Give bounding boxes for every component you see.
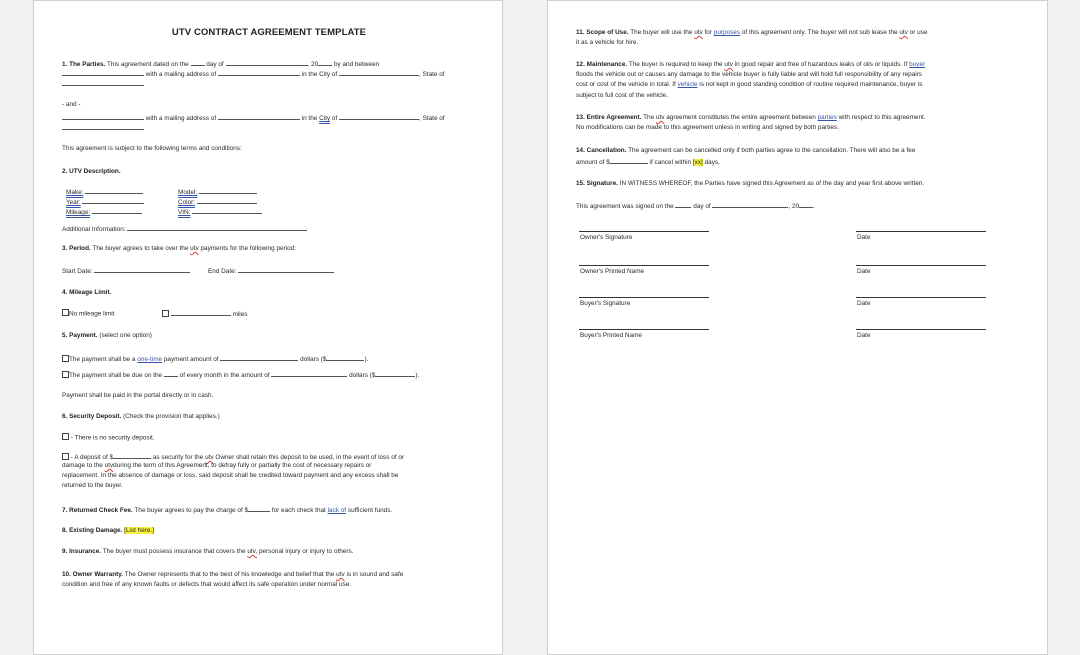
blank-field[interactable]	[113, 452, 151, 459]
owner-printed-name-line[interactable]	[579, 265, 709, 266]
body-text: This agreement was signed on the	[576, 203, 674, 210]
checkbox[interactable]	[62, 355, 69, 362]
body-text: amount of $	[576, 159, 610, 166]
checkbox[interactable]	[62, 371, 69, 378]
buyer-printed-name-label: Buyer's Printed Name	[580, 332, 642, 339]
body-text: The buyer agrees to take over the	[92, 245, 189, 252]
parties-text: in the City of	[301, 71, 338, 78]
heading-text: 4. Mileage Limit.	[62, 289, 112, 296]
parties-text: with a mailing address of	[145, 71, 217, 78]
blank-field[interactable]	[238, 266, 334, 273]
parties-text: , 20	[307, 61, 319, 68]
heading-text: 10. Owner Warranty.	[62, 571, 124, 578]
blank-field[interactable]	[220, 354, 298, 361]
blank-field[interactable]	[339, 113, 419, 120]
parties-text: day of	[206, 61, 224, 68]
body-text: cost or cost of the vehicle in total. If	[576, 81, 676, 88]
heading-text: 14. Cancellation.	[576, 147, 627, 154]
maintenance-line4: subject to full cost of the vehicle.	[576, 92, 669, 99]
heading-text: 6. Security Deposit.	[62, 413, 122, 420]
blank-field[interactable]	[85, 187, 143, 194]
signed-date-line: This agreement was signed on the day of , 20 .	[576, 203, 815, 210]
document-title: UTV CONTRACT AGREEMENT TEMPLATE	[171, 27, 367, 38]
body-text: utv	[336, 571, 345, 578]
blank-field[interactable]	[271, 370, 347, 377]
body-text: utv	[190, 245, 199, 252]
field-label: Additional Information:	[62, 226, 126, 233]
option-label: miles	[232, 311, 248, 318]
payment-option-one-time[interactable]	[62, 354, 368, 364]
vin-field[interactable]	[178, 207, 262, 217]
body-text: The Owner represents that to the best of his knowledge and belief that the	[124, 571, 335, 578]
end-date-field[interactable]	[208, 266, 334, 276]
signature-section	[576, 180, 924, 188]
mileage-limit-option[interactable]	[162, 309, 247, 319]
parties-heading: 1. The Parties.	[62, 61, 106, 68]
blank-field[interactable]	[171, 309, 231, 316]
body-text: with respect to this agreement.	[838, 114, 926, 121]
parties-text: by and between	[333, 61, 380, 68]
section-parties-line5	[62, 123, 144, 133]
blank-field[interactable]	[62, 69, 144, 76]
parties-and: - and -	[62, 101, 81, 108]
body-text: lack of	[327, 507, 347, 514]
blank-field[interactable]	[799, 201, 813, 208]
owner-warranty-section	[62, 571, 403, 579]
field-label: Start Date:	[62, 268, 93, 275]
body-text: if cancel within	[649, 159, 692, 166]
body-text: for	[704, 29, 712, 36]
heading-text: 15. Signature.	[576, 180, 618, 187]
option-text: Owner shall retain this deposit to be used, in the event of loss of or	[215, 454, 405, 461]
buyer-signature-label: Buyer's Signature	[580, 300, 631, 307]
option-text: ).	[415, 372, 420, 379]
blank-field[interactable]	[199, 187, 257, 194]
body-text: days.	[704, 159, 720, 166]
body-text: The buyer agrees to pay the charge of $	[134, 507, 249, 514]
checkbox[interactable]	[162, 310, 169, 317]
parties-text: of	[331, 115, 338, 122]
blank-field[interactable]	[248, 505, 270, 512]
body-text: utv	[655, 114, 665, 121]
buyer-printed-name-line[interactable]	[579, 329, 709, 330]
date-label: Date	[857, 300, 871, 307]
checkbox[interactable]	[62, 453, 69, 460]
parties-text: in the	[301, 115, 318, 122]
body-text: agreement constitutes the entire agreement between	[666, 114, 816, 121]
existing-damage-section	[62, 527, 154, 535]
no-deposit-option[interactable]	[62, 433, 155, 443]
body-text: is not kept in good standing condition of routine required maintenance, buyer is	[699, 81, 923, 88]
mileage-limit-heading	[62, 289, 111, 297]
body-text: utv	[724, 61, 733, 68]
blank-field[interactable]	[92, 207, 142, 214]
field-label: Make:	[66, 189, 84, 196]
entire-agreement-line2: No modifications can be made to this agreement unless in writing and signed by both parties.	[576, 124, 839, 131]
body-text: or use	[909, 29, 928, 36]
buyer-signature-line[interactable]	[579, 297, 709, 298]
body-text: for each check that	[271, 507, 326, 514]
body-text: utv	[104, 462, 114, 469]
blank-field[interactable]	[164, 370, 178, 377]
blank-field[interactable]	[192, 207, 262, 214]
section-parties-line2	[62, 69, 445, 79]
maintenance-line3	[576, 81, 922, 89]
body-text: day of	[693, 203, 711, 210]
blank-field[interactable]	[197, 197, 257, 204]
date-label: Date	[857, 332, 871, 339]
body-text: vehicle	[677, 81, 698, 88]
security-deposit-heading	[62, 413, 220, 421]
document-page-1	[33, 0, 503, 655]
blank-field[interactable]	[62, 79, 144, 86]
date-label: Date	[857, 234, 871, 241]
payment-heading	[62, 332, 152, 340]
parties-text: City	[319, 115, 331, 122]
owner-printed-name-date-line[interactable]	[856, 265, 986, 266]
additional-info-field[interactable]	[62, 224, 307, 234]
body-text: utv	[899, 29, 908, 36]
make-field[interactable]	[66, 187, 143, 197]
body-text: The buyer must possess insurance that covers the	[102, 548, 246, 555]
checkbox[interactable]	[62, 433, 69, 440]
payment-portal-note: Payment shall be paid in the portal directly or in cash.	[62, 392, 214, 399]
body-text: purposes	[713, 29, 741, 36]
blank-field[interactable]	[218, 113, 300, 120]
option-text: dollars ($	[349, 372, 376, 379]
section-parties-line3	[62, 79, 144, 89]
heading-text: 12. Maintenance.	[576, 61, 628, 68]
mileage-field[interactable]	[66, 207, 142, 217]
heading-text: 3. Period.	[62, 245, 91, 252]
model-field[interactable]	[178, 187, 257, 197]
field-label: Mileage:	[66, 209, 91, 216]
heading-text: 11. Scope of Use.	[576, 29, 629, 36]
parties-text: , State of	[419, 71, 445, 78]
blank-field[interactable]	[218, 69, 300, 76]
heading-text: 8. Existing Damage.	[62, 527, 123, 534]
body-text: The	[643, 114, 655, 121]
blank-field[interactable]	[62, 123, 144, 130]
maintenance-section	[576, 61, 925, 69]
deposit-text-line2	[62, 462, 371, 470]
body-text: , 20	[788, 203, 800, 210]
option-label: No mileage limit	[69, 310, 115, 318]
body-text: payments for the following period:	[200, 245, 297, 252]
subject-statement: This agreement is subject to the following terms and conditions:	[62, 145, 242, 152]
body-text: The buyer is required to keep the	[628, 61, 723, 68]
option-text: of every month in the amount of	[179, 372, 270, 379]
color-field[interactable]	[178, 197, 257, 207]
blank-field[interactable]	[82, 197, 144, 204]
blank-field[interactable]	[610, 157, 648, 164]
blank-field[interactable]	[191, 59, 205, 66]
parties-text: with a mailing address of	[145, 115, 217, 122]
date-label: Date	[857, 268, 871, 275]
body-text: buyer	[909, 61, 926, 68]
option-text: - There is no security deposit.	[70, 434, 155, 442]
body-text: during the term of this Agreement, to defray fully or partially the cost of necessary repairs or	[113, 462, 372, 469]
maintenance-line2: floods the vehicle out or causes any damage to the vehicle buyer is fully liable and will hold full responsibility of any repairs	[576, 71, 922, 78]
body-text: damage to the	[62, 462, 103, 469]
body-text: in good repair and free of hazardous leaks of oils or liquids. If	[734, 61, 908, 68]
document-page-2	[547, 0, 1048, 655]
field-label: Color:	[178, 199, 196, 206]
no-mileage-option[interactable]	[62, 309, 114, 319]
option-text: dollars ($	[300, 356, 327, 363]
blank-field[interactable]	[375, 370, 415, 377]
owner-signature-line[interactable]	[579, 231, 709, 232]
deposit-text-line3: replacement. In the absence of damage or loss, said deposit shall be credited toward payment and any excess shall be	[62, 472, 399, 479]
body-text: IN WITNESS WHEREOF, the Parties have signed this Agreement as of the day and year first above written.	[619, 180, 925, 187]
heading-text: 7. Returned Check Fee.	[62, 507, 133, 514]
entire-agreement-section	[576, 114, 926, 122]
body-text: The agreement can be cancelled only if both parties agree to the cancellation. There will also be a fee	[628, 147, 916, 154]
start-date-field[interactable]	[62, 266, 190, 276]
scope-of-use-section	[576, 29, 927, 37]
buyer-signature-date-line[interactable]	[856, 297, 986, 298]
heading-text: 5. Payment.	[62, 332, 98, 339]
field-label: End Date:	[208, 268, 237, 275]
deposit-text-line4: returned to the buyer.	[62, 482, 123, 489]
body-text: parties	[817, 114, 837, 121]
year-field[interactable]	[66, 197, 144, 207]
body-text: sufficient funds.	[347, 507, 393, 514]
cancellation-line2	[576, 157, 720, 167]
blank-field[interactable]	[326, 354, 364, 361]
owner-warranty-line2: condition and free of any known faults or defects that would affect its safe operation under normal use.	[62, 581, 352, 588]
option-text: ).	[364, 356, 369, 363]
blank-field[interactable]	[94, 266, 190, 273]
body-text: utv	[694, 29, 703, 36]
payment-option-monthly[interactable]	[62, 370, 419, 380]
option-text: one-time	[137, 356, 163, 363]
option-text: utv	[205, 454, 214, 461]
body-text: (select one option)	[99, 332, 152, 339]
insurance-section	[62, 548, 353, 556]
section-parties-line4	[62, 113, 445, 123]
utv-description-heading	[62, 168, 121, 176]
parties-text: , State of	[419, 115, 445, 122]
parties-text: This agreement dated on the	[107, 61, 189, 68]
returned-check-section	[62, 505, 392, 515]
heading-text: 9. Insurance.	[62, 548, 102, 555]
blank-field[interactable]	[675, 201, 691, 208]
option-text: - A deposit of $	[70, 454, 114, 461]
owner-printed-name-label: Owner's Printed Name	[580, 268, 645, 275]
option-text: The payment shall be a	[69, 356, 136, 363]
option-text: as security for the	[152, 454, 204, 461]
period-section	[62, 245, 296, 253]
blank-field[interactable]	[339, 69, 419, 76]
cancellation-section	[576, 147, 915, 155]
blank-field[interactable]	[712, 201, 788, 208]
checkbox[interactable]	[62, 309, 69, 316]
body-text: is in sound and safe	[346, 571, 404, 578]
owner-signature-date-line[interactable]	[856, 231, 986, 232]
body-text: The buyer will use the	[630, 29, 693, 36]
scope-of-use-line2: it as a vehicle for hire.	[576, 39, 639, 46]
blank-field[interactable]	[62, 113, 144, 120]
highlighted-placeholder[interactable]: [xx]	[692, 159, 703, 166]
body-text: (Check the provision that applies.)	[123, 413, 220, 420]
field-label: VIN:	[178, 209, 191, 216]
field-label: Model:	[178, 189, 198, 196]
blank-field[interactable]	[226, 59, 308, 66]
field-label: Year:	[66, 199, 81, 206]
section-parties-line1	[62, 59, 379, 69]
body-text: personal injury or injury to others.	[258, 548, 354, 555]
blank-field[interactable]	[127, 224, 307, 231]
deposit-option[interactable]	[62, 452, 404, 462]
heading-text: 13. Entire Agreement.	[576, 114, 642, 121]
highlighted-placeholder[interactable]: [List here.]	[124, 527, 155, 534]
body-text: of this agreement only. The buyer will not sub lease the	[741, 29, 898, 36]
buyer-printed-name-date-line[interactable]	[856, 329, 986, 330]
option-text: payment amount of	[163, 356, 219, 363]
blank-field[interactable]	[318, 59, 332, 66]
owner-signature-label: Owner's Signature	[580, 234, 633, 241]
option-text: The payment shall be due on the	[69, 372, 163, 379]
heading-text: 2. UTV Description.	[62, 168, 121, 175]
body-text: utv,	[247, 548, 258, 555]
